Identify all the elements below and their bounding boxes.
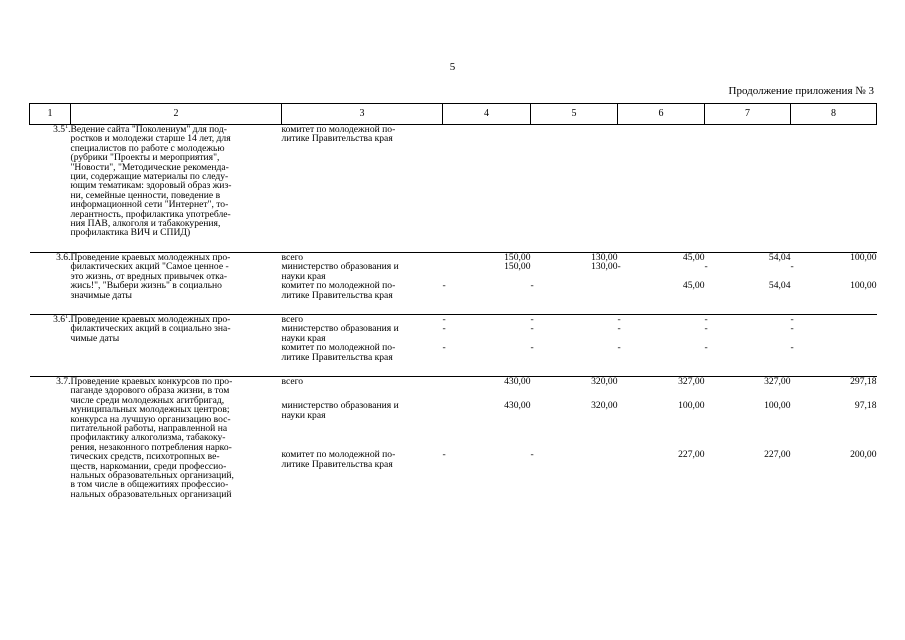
funding-value-cell: 100,00 [850, 251, 877, 263]
executor-line: всего [281, 251, 304, 263]
funding-value-cell: - [442, 323, 446, 335]
item-number-cell [30, 315, 71, 362]
activity-name-cell [71, 377, 282, 499]
executor-line: науки края [281, 332, 326, 344]
activity-name-line: Проведение краевых молодежных про- [70, 313, 231, 325]
row-spacer [30, 499, 877, 513]
funding-value-cell: 54,04 [768, 280, 791, 292]
executor-line: науки края [281, 270, 326, 282]
activity-name-cell [71, 125, 282, 238]
activity-name-line: паганде здорового образа жизни, в том [70, 385, 230, 397]
funding-value-cell: 54,04 [768, 251, 791, 263]
funding-value-cell: 45,00 [682, 280, 705, 292]
funding-value-cell [618, 125, 705, 238]
item-number-suffix: . [68, 313, 71, 325]
funding-value-cell: - [704, 261, 708, 273]
funding-value-cell: 430,00 [504, 400, 531, 412]
executor-cell [282, 281, 443, 300]
funding-value-cell: 100,00 [764, 400, 791, 412]
activity-name-line: лерантность, профилактика употребле- [70, 208, 231, 220]
executor-line: комитет по молодежной по- [281, 280, 396, 292]
item-number-cell [30, 125, 71, 238]
column-header: 1 [30, 104, 71, 125]
funding-value-cell: - [530, 323, 534, 335]
column-header: 7 [705, 104, 791, 125]
activity-name-line: профилактика ВИЧ и СПИД) [70, 227, 191, 239]
activity-name-line: в том числе в общежитиях профессио- [70, 479, 229, 491]
activity-name-line: рения, незаконного потребления нарко- [70, 441, 232, 453]
spacer-cell [30, 499, 877, 513]
activity-name-cell [71, 315, 282, 362]
funding-value-cell: - [790, 323, 794, 335]
activity-name-line: "Новости", "Методические рекоменда- [70, 161, 229, 173]
funding-value-cell [531, 125, 618, 238]
executor-cell [282, 324, 443, 343]
funding-value-cell: - [617, 261, 621, 273]
executor-line: комитет по молодежной по- [281, 342, 396, 354]
column-header: 2 [71, 104, 282, 125]
funding-value-cell [705, 125, 791, 238]
activity-name-line: информационной сети "Интернет", то- [70, 199, 229, 211]
item-number-cell [30, 253, 71, 300]
funding-value-cell: - [617, 323, 621, 335]
funding-value-cell: 200,00 [850, 449, 877, 461]
item-number-suffix: . [68, 375, 71, 387]
activity-name-line: числе среди молодежных агитбригад, [70, 394, 225, 406]
executor-line: литике Правительства края [281, 133, 393, 145]
program-table [29, 103, 877, 513]
item-number-superscript: 1 [65, 313, 69, 320]
activity-name-line: конкурса на лучшую организацию вос- [70, 413, 231, 425]
executor-line: комитет по молодежной по- [281, 124, 396, 135]
executor-line: министерство образования и [281, 261, 399, 273]
funding-value-cell: 430,00 [504, 375, 531, 387]
funding-value-cell: 130,00 [591, 251, 618, 263]
funding-value-cell: 327,00 [678, 375, 705, 387]
table-row [30, 125, 877, 238]
activity-name-line: ни, семейные ценности, поведение в [70, 189, 221, 201]
column-header: 8 [791, 104, 877, 125]
activity-name-line: муниципальных молодежных центров; [70, 404, 230, 416]
item-number: 3.7 [56, 375, 69, 387]
spacer-cell [30, 362, 877, 377]
funding-value-cell: 327,00 [764, 375, 791, 387]
activity-name-line: нальных образовательных организаций [70, 488, 232, 500]
executor-line: науки края [281, 409, 326, 421]
funding-value-cell: - [442, 449, 446, 461]
column-header: 6 [618, 104, 705, 125]
row-spacer [30, 238, 877, 253]
activity-name-line: нальных образовательных организаций, [70, 470, 234, 481]
funding-value-cell: 130,00 [591, 261, 618, 273]
executor-line: министерство образования и [281, 323, 399, 335]
executor-cell [282, 262, 443, 281]
funding-value-cell: 100,00 [850, 280, 877, 292]
funding-value-cell [791, 125, 877, 238]
executor-line: комитет по молодежной по- [281, 449, 396, 461]
funding-value-cell: 150,00 [504, 261, 531, 273]
activity-name-cell [71, 253, 282, 300]
funding-value-cell: 320,00 [591, 375, 618, 387]
item-number: 3.6 [56, 251, 69, 263]
item-number-suffix: . [68, 124, 71, 135]
activity-name-line: филактических акций в социально зна- [70, 323, 231, 335]
activity-name-line: профилактику алкоголизма, табакоку- [70, 432, 226, 444]
table-row [30, 377, 877, 401]
activity-name-line: (рубрики "Проекты и мероприятия", [70, 152, 220, 164]
table-row [30, 315, 877, 324]
activity-name-line: ростков и молодежи старше 14 лет, для [70, 133, 231, 145]
activity-name-line: значимые даты [70, 289, 132, 301]
activity-name-line: филактических акций "Самое ценное - [70, 261, 229, 273]
activity-name-line: тических средств, психотропных ве- [70, 451, 220, 463]
funding-value-cell [443, 125, 531, 238]
funding-value-cell: 297,18 [850, 375, 877, 387]
funding-value-cell: - [442, 280, 446, 292]
header-row [30, 104, 877, 125]
activity-name-line: ющим тематикам: здоровый образ жиз- [70, 180, 232, 192]
column-header: 3 [282, 104, 443, 125]
funding-value-cell: - [790, 313, 794, 325]
executor-cell [282, 450, 443, 499]
executor-cell [282, 125, 443, 238]
row-spacer [30, 362, 877, 377]
funding-value-cell: - [617, 313, 621, 325]
activity-name-line: питательной работы, направленной на [70, 422, 228, 434]
funding-value-cell: - [704, 323, 708, 335]
column-header: 4 [443, 104, 531, 125]
funding-value-cell: 97,18 [854, 400, 877, 412]
spacer-cell [30, 238, 877, 253]
funding-value-cell: - [530, 313, 534, 325]
item-number: 3.5 [53, 124, 66, 135]
spacer-cell [30, 300, 877, 315]
funding-value-cell: 320,00 [591, 400, 618, 412]
executor-line: литике Правительства края [281, 458, 393, 470]
item-number-superscript: 1 [65, 123, 69, 130]
activity-name-line: жись!", "Выбери жизнь" в социально [70, 280, 222, 292]
activity-name-line: специалистов по работе с молодежью [70, 142, 225, 154]
funding-value-cell: - [442, 313, 446, 325]
activity-name-line: Ведение сайта "Поколениум" для под- [70, 124, 227, 135]
funding-value-cell: - [790, 342, 794, 354]
activity-name-line: это жизнь, от вредных привычек отка- [70, 270, 228, 282]
executor-cell [282, 377, 443, 401]
funding-value-cell: 45,00 [682, 251, 705, 263]
executor-line: всего [281, 375, 304, 387]
table-body [30, 125, 877, 514]
activity-name-line: Проведение краевых конкурсов по про- [70, 375, 233, 387]
funding-value-cell: - [530, 280, 534, 292]
table-row [30, 253, 877, 262]
activity-name-line: ществ, наркомании, среди профессио- [70, 460, 227, 472]
funding-value-cell: 227,00 [764, 449, 791, 461]
funding-value-cell: - [530, 342, 534, 354]
funding-value-cell: - [704, 313, 708, 325]
funding-value-cell: 100,00 [678, 400, 705, 412]
funding-value-cell: 150,00 [504, 251, 531, 263]
activity-name-line: ния ПАВ, алкоголя и табакокурения, [70, 218, 221, 230]
executor-line: всего [281, 313, 304, 325]
appendix-continuation: Продолжение приложения № 3 [728, 85, 874, 97]
item-number: 3.6 [53, 313, 66, 325]
funding-value-cell: - [442, 342, 446, 354]
page-number: 5 [449, 61, 456, 73]
row-spacer [30, 300, 877, 315]
funding-value-cell: 227,00 [678, 449, 705, 461]
funding-value-cell: - [790, 261, 794, 273]
activity-name-line: чимые даты [70, 332, 120, 344]
executor-cell [282, 401, 443, 450]
item-number-suffix: . [68, 251, 71, 263]
column-header: 5 [531, 104, 618, 125]
activity-name-line: Проведение краевых молодежных про- [70, 251, 231, 263]
executor-line: министерство образования и [281, 400, 399, 412]
executor-cell [282, 343, 443, 362]
funding-value-cell: - [704, 342, 708, 354]
funding-value-cell: - [617, 342, 621, 354]
executor-line: литике Правительства края [281, 351, 393, 363]
item-number-cell [30, 377, 71, 499]
executor-line: литике Правительства края [281, 289, 393, 301]
activity-name-line: ции, содержащие материалы по следу- [70, 171, 229, 183]
funding-value-cell: - [530, 449, 534, 461]
